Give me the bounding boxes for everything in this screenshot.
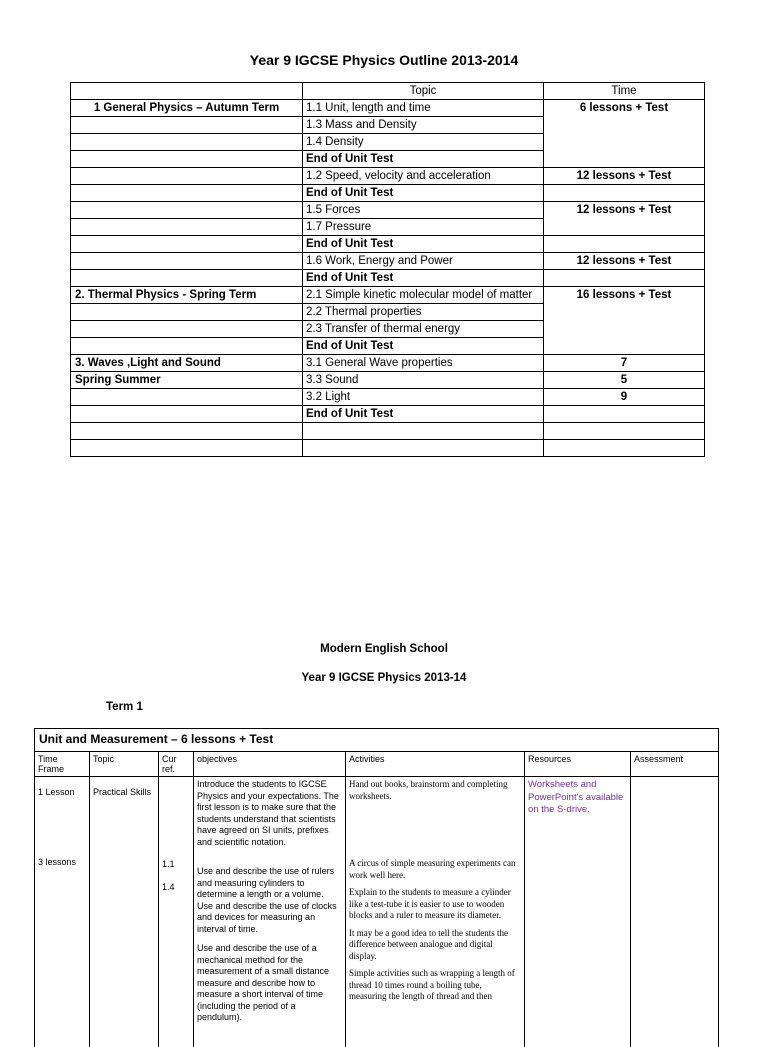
outline-time-cell: 16 lessons + Test bbox=[544, 287, 705, 355]
outline-topic-cell: End of Unit Test bbox=[303, 406, 544, 423]
outline-topic-cell: 3.1 General Wave properties bbox=[303, 355, 544, 372]
outline-empty-cell bbox=[71, 423, 303, 440]
col-objectives: objectives bbox=[194, 752, 346, 777]
row1-activities: Hand out books, brainstorm and completing worksheets. bbox=[349, 779, 508, 801]
outline-unit-cell bbox=[71, 202, 303, 219]
outline-title: Year 9 IGCSE Physics Outline 2013-2014 bbox=[249, 52, 519, 68]
outline-time-cell bbox=[544, 236, 705, 253]
outline-topic-cell: 1.7 Pressure bbox=[303, 219, 544, 236]
school-name: Modern English School bbox=[320, 643, 448, 655]
outline-empty-cell bbox=[544, 440, 705, 457]
outline-unit-cell: 1 General Physics – Autumn Term bbox=[71, 100, 303, 117]
outline-time-cell: 6 lessons + Test bbox=[544, 100, 705, 168]
outline-topic-cell: End of Unit Test bbox=[303, 270, 544, 287]
row2-activity-a: A circus of simple measuring experiments can work well here. bbox=[349, 858, 516, 880]
row1-resources: Worksheets and PowerPoint's available on the S-drive. bbox=[528, 779, 624, 815]
outline-topic-cell: 1.5 Forces bbox=[303, 202, 544, 219]
outline-row bbox=[71, 253, 705, 270]
row1-time: 1 Lesson bbox=[38, 787, 75, 797]
outline-topic-cell: 1.4 Density bbox=[303, 134, 544, 151]
outline-row bbox=[71, 202, 705, 219]
outline-unit-cell bbox=[71, 151, 303, 168]
outline-header-time: Time bbox=[544, 83, 705, 100]
outline-unit-cell bbox=[71, 406, 303, 423]
outline-unit-cell bbox=[71, 219, 303, 236]
outline-empty-row bbox=[71, 423, 705, 440]
outline-time-cell: 9 bbox=[544, 389, 705, 406]
outline-unit-cell bbox=[71, 338, 303, 355]
outline-row bbox=[71, 406, 705, 423]
outline-empty-cell bbox=[303, 423, 544, 440]
outline-empty-cell bbox=[303, 440, 544, 457]
outline-topic-cell: 3.2 Light bbox=[303, 389, 544, 406]
col-time-frame: Time Frame bbox=[35, 752, 90, 777]
outline-row bbox=[71, 287, 705, 304]
outline-time-cell bbox=[544, 406, 705, 423]
outline-topic-cell: 3.3 Sound bbox=[303, 372, 544, 389]
row2-time: 3 lessons bbox=[38, 857, 77, 867]
outline-time-cell: 7 bbox=[544, 355, 705, 372]
row2-ref-a: 1.1 bbox=[162, 859, 175, 869]
outline-row bbox=[71, 236, 705, 253]
outline-topic-cell: 1.1 Unit, length and time bbox=[303, 100, 544, 117]
outline-empty-cell bbox=[71, 440, 303, 457]
outline-topic-cell: End of Unit Test bbox=[303, 338, 544, 355]
plan-header-row bbox=[35, 752, 719, 777]
outline-row bbox=[71, 372, 705, 389]
outline-topic-cell: End of Unit Test bbox=[303, 236, 544, 253]
outline-unit-cell bbox=[71, 389, 303, 406]
outline-time-cell: 5 bbox=[544, 372, 705, 389]
outline-row bbox=[71, 270, 705, 287]
unit-title: Unit and Measurement – 6 lessons + Test bbox=[35, 729, 719, 752]
outline-topic-cell: 2.3 Transfer of thermal energy bbox=[303, 321, 544, 338]
col-assessment: Assessment bbox=[631, 752, 719, 777]
outline-row bbox=[71, 185, 705, 202]
outline-unit-cell bbox=[71, 236, 303, 253]
outline-time-cell bbox=[544, 270, 705, 287]
outline-unit-cell bbox=[71, 304, 303, 321]
outline-topic-cell: 1.3 Mass and Density bbox=[303, 117, 544, 134]
outline-unit-cell: Spring Summer bbox=[71, 372, 303, 389]
outline-row bbox=[71, 168, 705, 185]
outline-topic-cell: End of Unit Test bbox=[303, 185, 544, 202]
outline-unit-cell bbox=[71, 134, 303, 151]
outline-table bbox=[70, 82, 705, 457]
outline-row bbox=[71, 389, 705, 406]
outline-time-cell bbox=[544, 185, 705, 202]
row2-activity-c: It may be a good idea to tell the students the difference between analogue and digital display. bbox=[349, 927, 508, 961]
row2-activity-b: Explain to the students to measure a cylinder like a test-tube it is easier to use to wooden blocks and a ruler to measure its diameter. bbox=[349, 887, 511, 920]
outline-unit-cell bbox=[71, 253, 303, 270]
col-resources: Resources bbox=[525, 752, 631, 777]
outline-unit-cell: 2. Thermal Physics - Spring Term bbox=[71, 287, 303, 304]
outline-header-unit bbox=[71, 83, 303, 100]
outline-topic-cell: 2.1 Simple kinetic molecular model of matter bbox=[303, 287, 544, 304]
row2-objective-c: Use and describe the use of a mechanical method for the measurement of a small distance measure and describe how to measure a short interval of time (including the period of a pendulum). bbox=[197, 943, 330, 1022]
outline-topic-cell: 1.6 Work, Energy and Power bbox=[303, 253, 544, 270]
col-activities: Activities bbox=[346, 752, 525, 777]
term-label: Term 1 bbox=[106, 701, 143, 713]
outline-empty-cell bbox=[544, 423, 705, 440]
outline-topic-cell: 1.2 Speed, velocity and acceleration bbox=[303, 168, 544, 185]
col-cur-ref: Cur ref. bbox=[159, 752, 194, 777]
col-topic: Topic bbox=[90, 752, 159, 777]
outline-unit-cell bbox=[71, 117, 303, 134]
outline-time-cell: 12 lessons + Test bbox=[544, 253, 705, 270]
outline-unit-cell bbox=[71, 185, 303, 202]
outline-empty-row bbox=[71, 440, 705, 457]
row2-activity-d: Simple activities such as wrapping a length of thread 10 times round a boiling tube, measuring the length of thread and then bbox=[349, 968, 515, 1001]
row2-ref-b: 1.4 bbox=[162, 882, 175, 892]
outline-unit-cell: 3. Waves ,Light and Sound bbox=[71, 355, 303, 372]
outline-time-cell: 12 lessons + Test bbox=[544, 168, 705, 185]
outline-header-row bbox=[71, 83, 705, 100]
row2-objective-a: Use and describe the use of rulers and measuring cylinders to determine a length or a volume. bbox=[197, 866, 335, 899]
outline-header-topic: Topic bbox=[303, 83, 544, 100]
outline-unit-cell bbox=[71, 168, 303, 185]
outline-row bbox=[71, 100, 705, 117]
outline-time-cell: 12 lessons + Test bbox=[544, 202, 705, 236]
outline-unit-cell bbox=[71, 321, 303, 338]
outline-row bbox=[71, 355, 705, 372]
row1-assessment bbox=[631, 777, 719, 1047]
outline-topic-cell: End of Unit Test bbox=[303, 151, 544, 168]
outline-topic-cell: 2.2 Thermal properties bbox=[303, 304, 544, 321]
row2-objective-b: Use and describe the use of clocks and devices for measuring an interval of time. bbox=[197, 900, 337, 934]
row1-objectives: Introduce the students to IGCSE Physics and your expectations. The first lesson is to make sure that the students understand that scientists have agreed on SI units, prefixes and scientific notation. bbox=[197, 779, 339, 847]
plan-subtitle: Year 9 IGCSE Physics 2013-14 bbox=[301, 672, 467, 684]
plan-row bbox=[35, 777, 719, 1047]
row1-topic: Practical Skills bbox=[93, 787, 152, 797]
lesson-plan-table bbox=[34, 728, 719, 1047]
outline-unit-cell bbox=[71, 270, 303, 287]
